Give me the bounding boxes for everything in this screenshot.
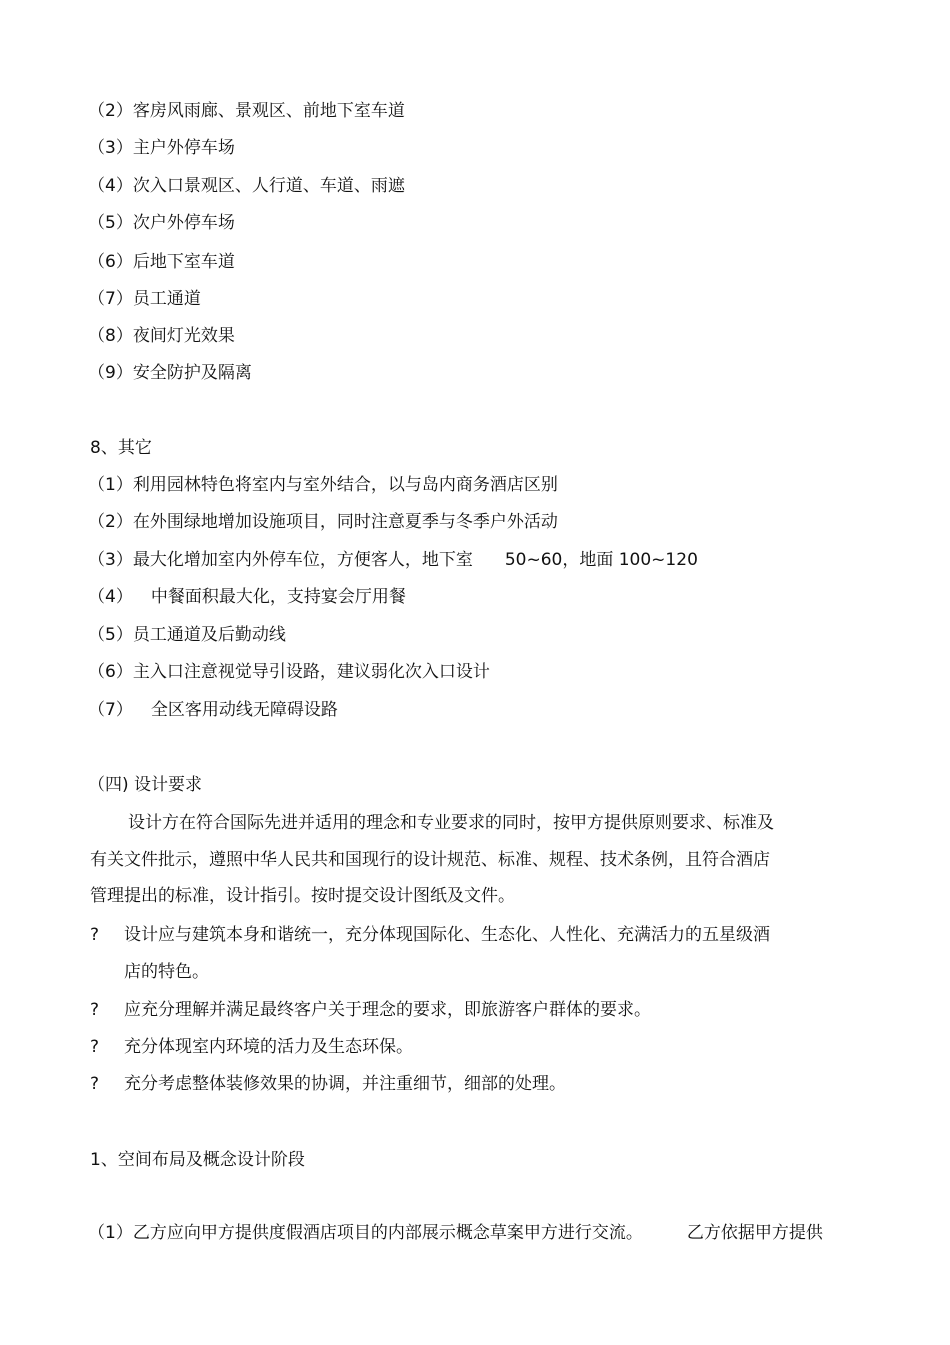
- list-item: [88, 549, 698, 571]
- section-heading: 1、空间布局及概念设计阶段: [90, 1150, 305, 1170]
- list-item: [88, 1222, 823, 1244]
- bullet-text: 充分体现室内环境的活力及生态环保。: [124, 1037, 413, 1057]
- bullet-text: 充分考虑整体装修效果的协调，并注重细节，细部的处理。: [124, 1074, 566, 1094]
- list-item: （6）主入口注意视觉导引设路，建议弱化次入口设计: [88, 662, 490, 682]
- bullet-marker: ?: [90, 1037, 100, 1057]
- list-item: （4）次入口景观区、人行道、车道、雨遮: [88, 176, 405, 196]
- bullet-text: 设计应与建筑本身和谐统一，充分体现国际化、生态化、人性化、充满活力的五星级酒: [124, 925, 770, 945]
- list-item: （5）员工通道及后勤动线: [88, 625, 286, 645]
- list-item-text: 50~60，地面 100~120: [504, 550, 698, 570]
- list-item-text: 中餐面积最大化，支持宴会厅用餐: [150, 587, 406, 607]
- bullet-marker: ?: [90, 1000, 100, 1020]
- paragraph-line: 管理提出的标准，设计指引。按时提交设计图纸及文件。: [90, 886, 515, 906]
- list-item: （2）客房风雨廊、景观区、前地下室车道: [88, 101, 405, 121]
- list-item: （5）次户外停车场: [88, 213, 235, 233]
- bullet-marker: ?: [90, 1074, 100, 1094]
- list-item: （1）利用园林特色将室内与室外结合，以与岛内商务酒店区别: [88, 475, 558, 495]
- list-item: （7）员工通道: [88, 289, 201, 309]
- paragraph-line: 设计方在符合国际先进并适用的理念和专业要求的同时，按甲方提供原则要求、标准及: [128, 813, 774, 833]
- list-item-text: 全区客用动线无障碍设路: [150, 700, 338, 720]
- bullet-text: 应充分理解并满足最终客户关于理念的要求，即旅游客户群体的要求。: [124, 1000, 651, 1020]
- list-item-text: （3）最大化增加室内外停车位，方便客人，地下室: [88, 550, 473, 570]
- list-item: （6）后地下室车道: [88, 252, 235, 272]
- list-item: （9）安全防护及隔离: [88, 363, 252, 383]
- paragraph-line: 有关文件批示，遵照中华人民共和国现行的设计规范、标准、规程、技术条例，且符合酒店: [90, 850, 770, 870]
- list-item-number: （7）: [88, 700, 133, 720]
- list-item-text: 乙方依据甲方提供: [686, 1223, 823, 1243]
- section-heading: 8、其它: [90, 438, 152, 458]
- list-item: （3）主户外停车场: [88, 138, 235, 158]
- list-item-number: （4）: [88, 587, 133, 607]
- section-heading: （四) 设计要求: [88, 775, 203, 795]
- list-item-text: （1）乙方应向甲方提供度假酒店项目的内部展示概念草案甲方进行交流。: [88, 1223, 643, 1243]
- bullet-text: 店的特色。: [124, 962, 209, 982]
- list-item: [88, 699, 338, 721]
- bullet-marker: ?: [90, 925, 100, 945]
- list-item: [88, 586, 406, 608]
- list-item: （2）在外围绿地增加设施项目，同时注意夏季与冬季户外活动: [88, 512, 558, 532]
- list-item: （8）夜间灯光效果: [88, 326, 235, 346]
